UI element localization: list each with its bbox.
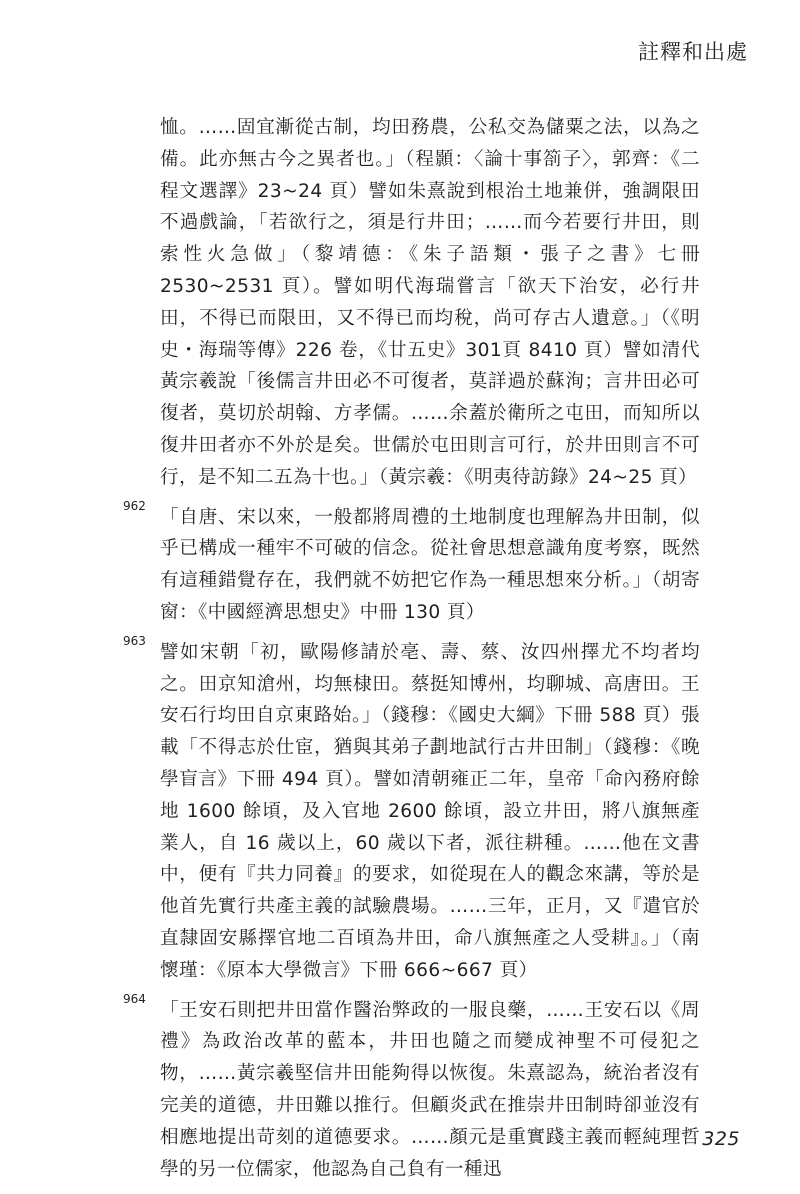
footnote-number: 962 xyxy=(123,498,146,513)
footnote-text: 譬如宋朝「初，歐陽修請於亳、壽、蔡、汝四州擇尤不均者均之。田京知滄州，均無棣田。蔡挺知博州，均聊城、高唐田。王安石行均田自京東路始。」（錢穆：《國史大綱》下冊 588 頁）張載「不得志於仕宦，猶與其弟子劃地試行古井田制」（錢穆：《晚學盲言》下冊 494 頁）。譬如清朝雍正二年，皇帝「命內務府餘地 1600 餘頃，及入官地 2600 餘頃，設立井田，將八旗無產業人，自 16 歲以上，60 歲以下者，派往耕種。……他在文書中，便有『共力同養』的要求，如從現在人的觀念來講，等於是他首先實行共產主義的試驗農場。……三年，正月，又『遣官於直隸固安縣擇官地二百頃為井田，命八旗無產之人受耕』。」（南懷瑾：《原本大學微言》下冊 666~667 頁） xyxy=(160,641,700,981)
notes-body xyxy=(123,112,700,1185)
continued-footnote-text: 恤。……固宜漸從古制，均田務農，公私交為儲粟之法，以為之備。此亦無古今之異者也。」（程顥：〈論十事箚子〉，郭齊：《二程文選譯》23~24 頁）譬如朱熹說到根治土地兼併，強調限田不過戲論，「若欲行之，須是行井田；……而今若要行井田，則索性火急做」（黎靖德：《朱子語類・張子之書》七冊 2530~2531 頁）。譬如明代海瑞嘗言「欲天下治安，必行井田，不得已而限田，又不得已而均稅，尚可存古人遺意。」（《明史・海瑞等傳》226 卷，《廿五史》301頁 8410 頁）譬如清代黃宗羲說「後儒言井田必不可復者，莫詳過於蘇洵；言井田必可復者，莫切於胡翰、方孝儒。……余蓋於衛所之屯田，而知所以復井田者亦不外於是矣。世儒於屯田則言可行，於井田則言不可行，是不知二五為十也。」（黃宗羲：《明夷待訪錄》24~25 頁） xyxy=(160,117,700,488)
footnote-text: 「自唐、宋以來，一般都將周禮的土地制度也理解為井田制，似乎已構成一種牢不可破的信念。從社會思想意識角度考察，既然有這種錯覺存在，我們就不妨把它作為一種思想來分析。」（胡寄窗：《中國經濟思想史》中冊 130 頁） xyxy=(160,506,700,623)
running-header: 註釋和出處 xyxy=(638,40,748,64)
footnote-number: 964 xyxy=(123,991,146,1006)
footnote-963 xyxy=(123,633,700,987)
footnote-962 xyxy=(123,498,700,629)
page-number: 325 xyxy=(702,1128,740,1150)
footnote-964 xyxy=(123,991,700,1186)
footnote-number: 963 xyxy=(123,633,146,648)
footnote-text: 「王安石則把井田當作醫治弊政的一服良藥，……王安石以《周禮》為政治改革的藍本，井田也隨之而變成神聖不可侵犯之物，……黃宗羲堅信井田能夠得以恢復。朱熹認為，統治者沒有完美的道德，井田難以推行。但顧炎武在推崇井田制時卻並沒有相應地提出苛刻的道德要求。……顏元是重實踐主義而輕純理哲學的另一位儒家，他認為自己負有一種迅 xyxy=(160,999,700,1180)
